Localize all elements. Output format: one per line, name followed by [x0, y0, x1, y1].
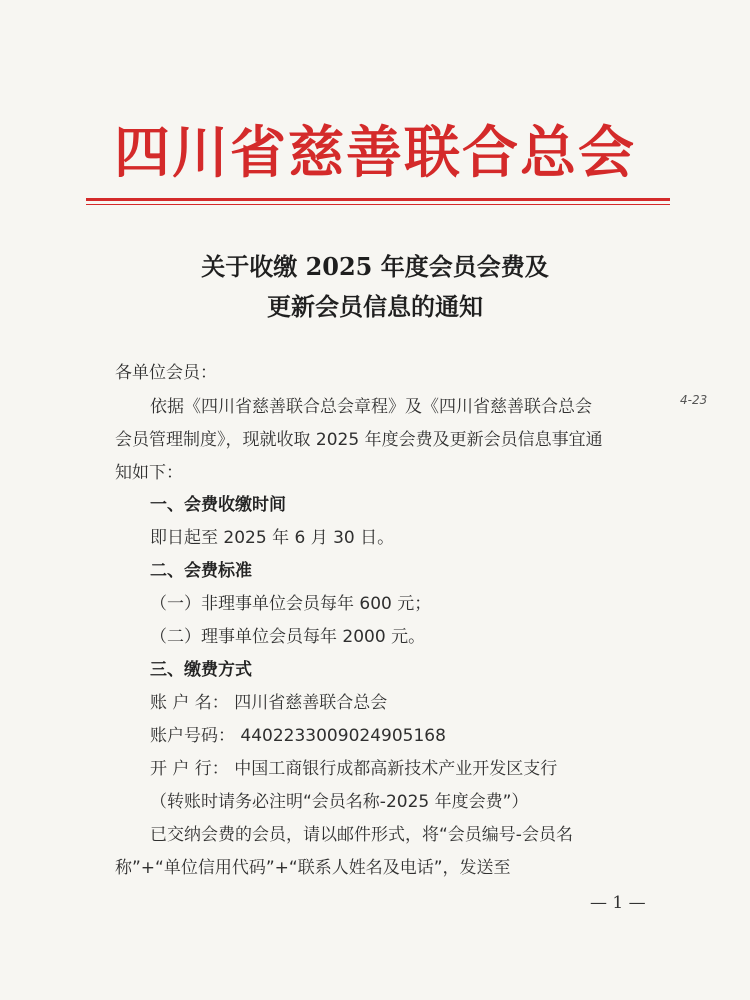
- transfer-note: （转账时请务必注明“会员名称-2025 年度会费”）: [150, 792, 529, 812]
- handwritten-margin-note: 4-23: [680, 393, 708, 407]
- notice-title-line2: 更新会员信息的通知: [267, 292, 483, 321]
- org-letterhead-title: 四川省慈善联合总会: [114, 120, 636, 186]
- account-number: 账户号码： 4402233009024905168: [150, 726, 446, 746]
- closing-line-1: 已交纳会费的会员，请以邮件形式，将“会员编号-会员名: [150, 825, 573, 845]
- section1-heading: 一、会费收缴时间: [150, 495, 286, 515]
- account-bank: 开 户 行： 中国工商银行成都高新技术产业开发区支行: [150, 759, 558, 779]
- intro-line-3: 知如下：: [115, 463, 183, 483]
- salutation: 各单位会员：: [115, 363, 217, 383]
- letterhead-divider-thin: [86, 204, 670, 205]
- letterhead-divider-thick: [86, 198, 670, 201]
- account-name: 账 户 名： 四川省慈善联合总会: [150, 693, 388, 713]
- section2-item-2: （二）理事单位会员每年 2000 元。: [150, 627, 426, 647]
- intro-line-2: 会员管理制度》，现就收取 2025 年度会费及更新会员信息事宜通: [115, 430, 603, 450]
- intro-line-1: 依据《四川省慈善联合总会章程》及《四川省慈善联合总会: [150, 397, 592, 417]
- section2-heading: 二、会费标准: [150, 561, 252, 581]
- closing-line-2: 称”+“单位信用代码”+“联系人姓名及电话”，发送至: [115, 858, 511, 878]
- section1-text: 即日起至 2025 年 6 月 30 日。: [150, 528, 395, 548]
- notice-title-line1: 关于收缴 2025 年度会员会费及: [201, 252, 549, 281]
- page-number: — 1 —: [590, 893, 646, 913]
- section2-item-1: （一）非理事单位会员每年 600 元；: [150, 594, 432, 614]
- section3-heading: 三、缴费方式: [150, 660, 252, 680]
